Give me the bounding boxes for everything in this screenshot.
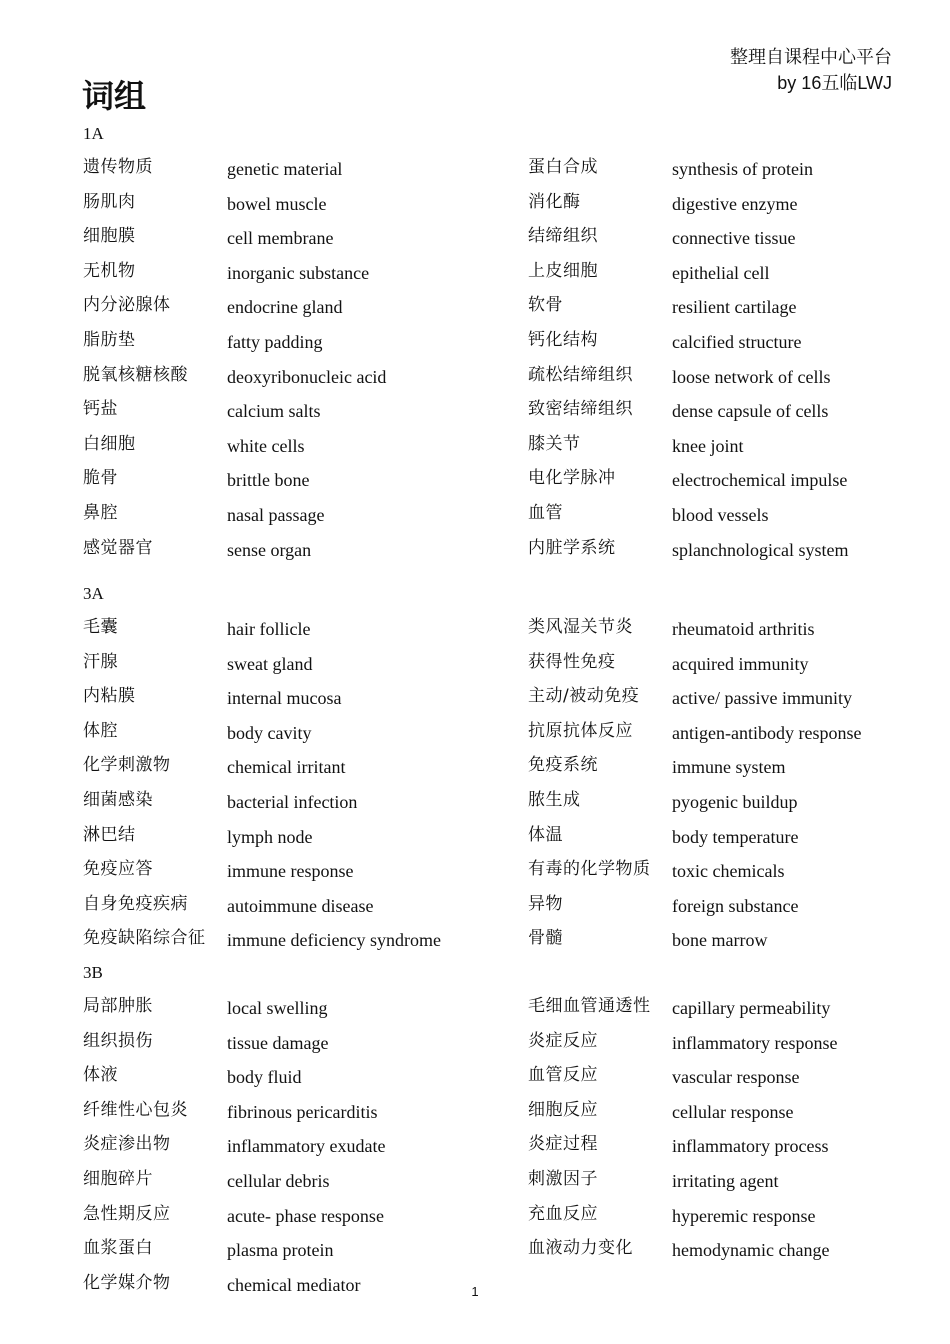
term-chinese: 无机物: [83, 260, 136, 281]
term-chinese: 内分泌腺体: [83, 295, 171, 316]
term-english: immune response: [227, 861, 354, 882]
term-chinese: 软骨: [528, 295, 563, 316]
term-english: cell membrane: [227, 228, 334, 249]
term-chinese: 钙盐: [83, 399, 118, 420]
term-english: electrochemical impulse: [672, 470, 848, 491]
term-chinese: 局部肿胀: [83, 996, 153, 1016]
term-english: foreign substance: [672, 895, 799, 916]
term-english: hemodynamic change: [672, 1240, 830, 1261]
term-chinese: 内粘膜: [83, 686, 136, 707]
term-chinese: 类风湿关节炎: [528, 617, 633, 637]
term-english: immune system: [672, 757, 786, 778]
page-title: 词组: [82, 77, 147, 115]
term-chinese: 脱氧核糖核酸: [83, 364, 188, 385]
term-english: tissue damage: [227, 1032, 329, 1053]
term-english: irritating agent: [672, 1171, 779, 1191]
term-chinese: 急性期反应: [83, 1203, 171, 1224]
term-chinese: 毛囊: [83, 617, 118, 637]
term-english: hair follicle: [227, 619, 311, 639]
section-label: 3B: [83, 963, 103, 982]
term-chinese: 细胞碎片: [83, 1169, 153, 1189]
term-english: cellular debris: [227, 1171, 330, 1191]
term-english: acquired immunity: [672, 653, 809, 674]
term-chinese: 消化酶: [528, 191, 581, 212]
term-english: bone marrow: [672, 930, 768, 951]
term-english: body cavity: [227, 722, 312, 743]
term-english: blood vessels: [672, 505, 769, 525]
term-chinese: 毛细血管通透性: [528, 996, 651, 1016]
term-chinese: 炎症渗出物: [83, 1134, 171, 1155]
term-chinese: 异物: [528, 893, 563, 914]
term-chinese: 遗传物质: [83, 157, 153, 177]
term-english: pyogenic buildup: [672, 792, 798, 812]
term-english: autoimmune disease: [227, 895, 374, 916]
term-chinese: 血管: [528, 503, 563, 523]
term-english: acute- phase response: [227, 1205, 384, 1226]
term-chinese: 细菌感染: [83, 790, 153, 810]
term-english: splanchnological system: [672, 539, 849, 560]
term-chinese: 内脏学系统: [528, 537, 616, 558]
header-note: [730, 44, 892, 96]
term-chinese: 化学媒介物: [83, 1272, 171, 1293]
term-english: dense capsule of cells: [672, 401, 829, 422]
term-english: calcium salts: [227, 401, 321, 422]
term-chinese: 膝关节: [528, 433, 581, 454]
term-english: internal mucosa: [227, 688, 342, 709]
term-chinese: 有毒的化学物质: [528, 859, 651, 880]
term-english: bacterial infection: [227, 792, 358, 812]
term-chinese: 血液动力变化: [528, 1238, 633, 1259]
term-english: rheumatoid arthritis: [672, 619, 815, 639]
header-source-line: 整理自课程中心平台: [730, 47, 892, 67]
term-chinese: 肠肌肉: [83, 191, 136, 212]
term-chinese: 淋巴结: [83, 824, 136, 845]
term-chinese: 炎症反应: [528, 1030, 598, 1051]
section-label: 3A: [83, 584, 104, 603]
term-chinese: 骨髓: [528, 928, 563, 949]
term-chinese: 细胞膜: [83, 226, 136, 247]
term-english: capillary permeability: [672, 998, 831, 1018]
term-english: knee joint: [672, 435, 744, 456]
term-chinese: 蛋白合成: [528, 157, 598, 177]
term-chinese: 感觉器官: [83, 537, 153, 558]
term-chinese: 刺激因子: [528, 1169, 598, 1189]
term-english: cellular response: [672, 1101, 794, 1122]
term-english: sweat gland: [227, 653, 313, 674]
term-english: antigen-antibody response: [672, 722, 862, 743]
term-chinese: 组织损伤: [83, 1030, 153, 1051]
term-chinese: 血管反应: [528, 1065, 598, 1086]
term-english: body fluid: [227, 1067, 302, 1088]
term-english: synthesis of protein: [672, 159, 813, 179]
term-chinese: 白细胞: [83, 433, 136, 454]
term-english: fatty padding: [227, 332, 323, 352]
term-chinese: 细胞反应: [528, 1099, 598, 1120]
term-chinese: 化学刺激物: [83, 755, 171, 776]
term-chinese: 结缔组织: [528, 226, 598, 247]
term-english: lymph node: [227, 826, 313, 847]
term-chinese: 汗腺: [83, 651, 118, 672]
term-chinese: 炎症过程: [528, 1134, 598, 1155]
term-chinese: 免疫应答: [83, 859, 153, 880]
term-english: bowel muscle: [227, 193, 327, 214]
term-english: epithelial cell: [672, 262, 770, 283]
term-english: chemical irritant: [227, 757, 346, 778]
term-english: inflammatory response: [672, 1032, 838, 1053]
term-english: plasma protein: [227, 1240, 334, 1261]
term-chinese: 纤维性心包炎: [83, 1099, 188, 1120]
section-label: 1A: [83, 124, 104, 143]
term-chinese: 钙化结构: [528, 330, 598, 350]
term-english: resilient cartilage: [672, 297, 797, 318]
term-chinese: 致密结缔组织: [528, 399, 633, 420]
term-english: inflammatory process: [672, 1136, 829, 1157]
term-english: toxic chemicals: [672, 861, 785, 882]
term-english: immune deficiency syndrome: [227, 930, 441, 951]
term-english: sense organ: [227, 539, 312, 560]
term-chinese: 上皮细胞: [528, 260, 598, 281]
term-english: white cells: [227, 435, 305, 456]
term-english: inorganic substance: [227, 262, 370, 283]
term-english: calcified structure: [672, 332, 802, 352]
term-english: connective tissue: [672, 228, 796, 249]
term-english: digestive enzyme: [672, 193, 798, 214]
term-chinese: 脓生成: [528, 790, 581, 810]
term-chinese: 抗原抗体反应: [528, 720, 633, 741]
term-chinese: 体液: [83, 1065, 118, 1086]
term-chinese: 充血反应: [528, 1203, 598, 1224]
page-number: 1: [471, 1284, 479, 1299]
term-english: nasal passage: [227, 505, 325, 525]
term-english: vascular response: [672, 1067, 800, 1088]
term-chinese: 血浆蛋白: [83, 1238, 153, 1259]
term-english: hyperemic response: [672, 1205, 816, 1226]
term-chinese: 主动/被动免疫: [528, 686, 640, 707]
term-english: brittle bone: [227, 470, 310, 491]
term-english: inflammatory exudate: [227, 1136, 386, 1157]
term-english: loose network of cells: [672, 366, 831, 387]
term-english: chemical mediator: [227, 1274, 361, 1295]
term-chinese: 免疫系统: [528, 755, 598, 776]
term-english: active/ passive immunity: [672, 688, 852, 709]
term-chinese: 脆骨: [83, 468, 118, 489]
term-english: fibrinous pericarditis: [227, 1101, 378, 1122]
term-chinese: 电化学脉冲: [528, 468, 616, 489]
term-chinese: 疏松结缔组织: [528, 364, 633, 385]
term-chinese: 体腔: [83, 720, 118, 741]
term-english: deoxyribonucleic acid: [227, 366, 387, 387]
term-english: endocrine gland: [227, 297, 343, 318]
term-chinese: 免疫缺陷综合征: [83, 928, 206, 949]
term-english: local swelling: [227, 998, 328, 1018]
term-english: body temperature: [672, 826, 799, 847]
term-english: genetic material: [227, 159, 343, 179]
header-author-line: by 16五临LWJ: [777, 73, 892, 93]
term-chinese: 鼻腔: [83, 503, 118, 523]
term-chinese: 体温: [528, 824, 563, 845]
term-chinese: 脂肪垫: [83, 330, 136, 350]
term-chinese: 获得性免疫: [528, 651, 616, 672]
term-chinese: 自身免疫疾病: [83, 893, 188, 914]
